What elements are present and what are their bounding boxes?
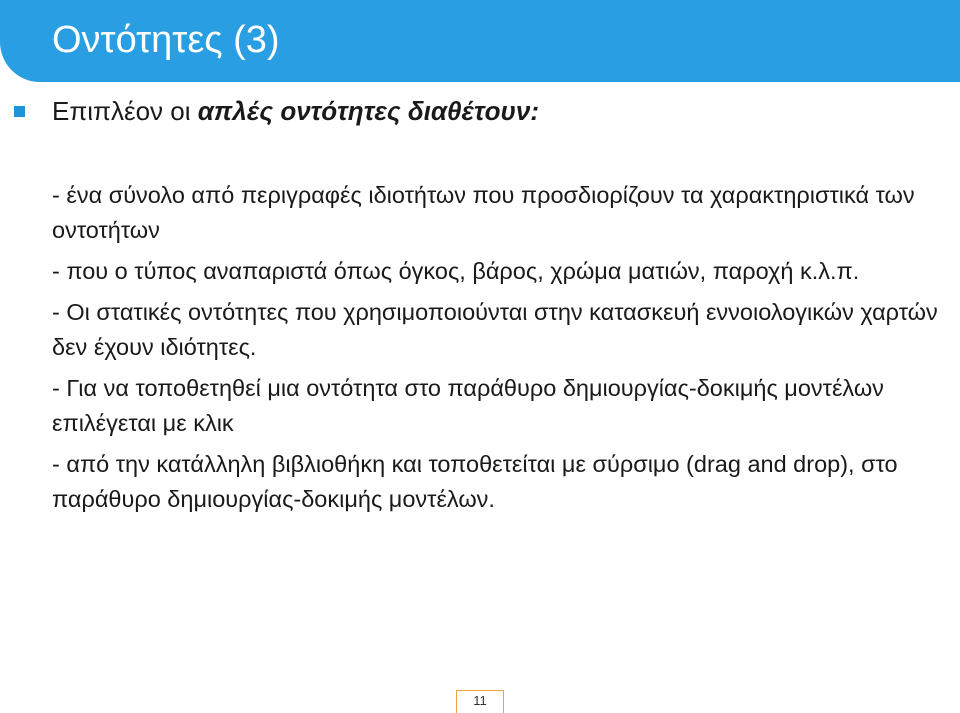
bullet-marker bbox=[14, 92, 25, 130]
slide-body bbox=[52, 178, 952, 523]
intro-line bbox=[52, 92, 539, 130]
paragraph-1: - ένα σύνολο από περιγραφές ιδιοτήτων που προσδιορίζουν τα χαρακτηριστικά των οντοτήτων bbox=[52, 182, 915, 243]
paragraph-2: - που ο τύπος αναπαριστά όπως όγκος, βάρος, χρώμα ματιών, παροχή κ.λ.π. bbox=[52, 258, 860, 284]
paragraph-4: - Για να τοποθετηθεί μια οντότητα στο παράθυρο δημιουργίας-δοκιμής μοντέλων επιλέγεται με κλικ bbox=[52, 375, 884, 436]
square-bullet-icon bbox=[14, 106, 25, 117]
page-number: 11 bbox=[473, 693, 487, 708]
paragraph-5: - από την κατάλληλη βιβλιοθήκη και τοποθετείται με σύρσιμο (drag and drop), στο παράθυρο δημιουργίας-δοκιμής μοντέλων. bbox=[52, 451, 898, 512]
title-bar bbox=[0, 0, 960, 82]
paragraph-3: - Οι στατικές οντότητες που χρησιμοποιούνται στην κατασκευή εννοιολογικών χαρτών δεν έχουν ιδιότητες. bbox=[52, 299, 938, 360]
page-number-box bbox=[456, 690, 504, 713]
intro-prefix: Επιπλέον οι bbox=[52, 96, 198, 126]
intro-emphasis: απλές οντότητες διαθέτουν: bbox=[197, 96, 539, 126]
slide-title: Οντότητες (3) bbox=[52, 19, 280, 61]
